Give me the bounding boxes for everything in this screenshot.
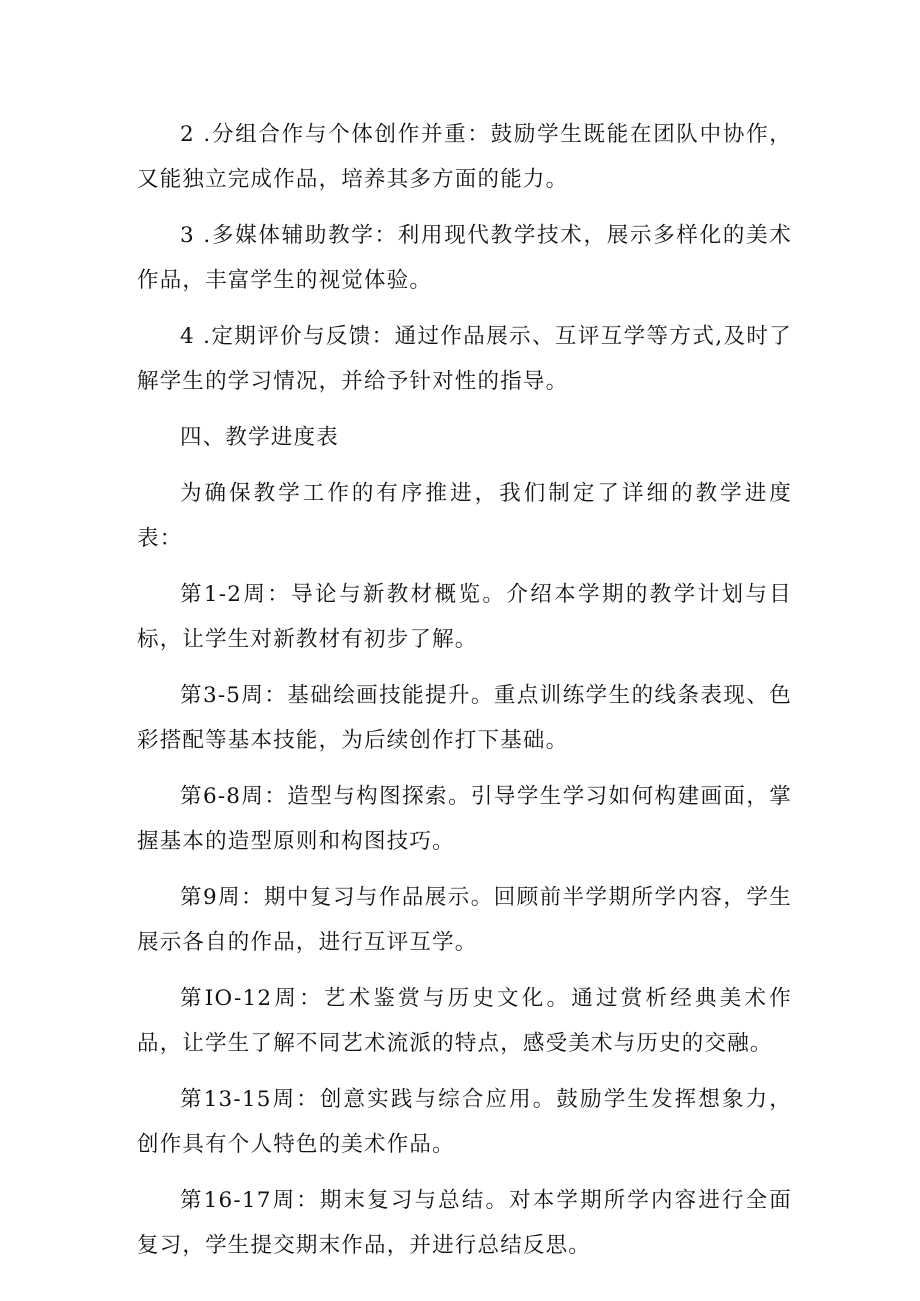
schedule-item-week-9: 第9周：期中复习与作品展示。回顾前半学期所学内容，学生展示各自的作品，进行互评互学。 [137, 885, 792, 955]
schedule-item-week-10-12: 第IO-12周：艺术鉴赏与历史文化。通过赏析经典美术作品，让学生了解不同艺术流派的特点，感受美术与历史的交融。 [137, 986, 792, 1056]
paragraph-schedule-intro: 为确保教学工作的有序推进，我们制定了详细的教学进度表： [137, 481, 792, 551]
paragraph-evaluation: 4 .定期评价与反馈：通过作品展示、互评互学等方式,及时了解学生的学习情况，并给予针对性的指导。 [137, 324, 792, 394]
schedule-item-week-3-5: 第3-5周：基础绘画技能提升。重点训练学生的线条表现、色彩搭配等基本技能，为后续创作打下基础。 [137, 683, 792, 753]
schedule-item-week-13-15: 第13-15周：创意实践与综合应用。鼓励学生发挥想象力，创作具有个人特色的美术作品。 [137, 1087, 792, 1157]
paragraph-multimedia: 3 .多媒体辅助教学：利用现代教学技术，展示多样化的美术作品，丰富学生的视觉体验。 [137, 223, 792, 293]
schedule-item-week-6-8: 第6-8周：造型与构图探索。引导学生学习如何构建画面，掌握基本的造型原则和构图技巧。 [137, 784, 792, 854]
schedule-item-week-16-17: 第16-17周：期末复习与总结。对本学期所学内容进行全面复习，学生提交期末作品，并进行总结反思。 [137, 1188, 792, 1258]
section-heading-schedule: 四、教学进度表 [180, 425, 339, 450]
schedule-item-week-1-2: 第1-2周：导论与新教材概览。介绍本学期的教学计划与目标，让学生对新教材有初步了解。 [137, 582, 792, 652]
paragraph-group-work: 2 .分组合作与个体创作并重：鼓励学生既能在团队中协作，又能独立完成作品，培养其多方面的能力。 [137, 122, 792, 192]
